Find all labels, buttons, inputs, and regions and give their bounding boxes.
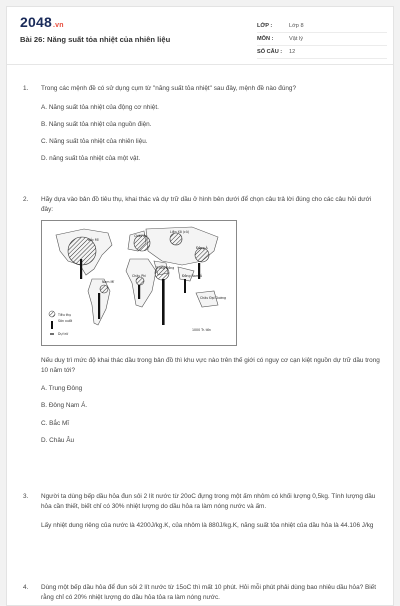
question-text: Trong các mệnh đề có sử dụng cụm từ "năng suất tỏa nhiệt" sau đây, mệnh đề nào đúng? — [41, 85, 297, 92]
worksheet-header — [7, 7, 393, 65]
question-4 — [23, 583, 383, 602]
legend-reserve: Dự trữ — [58, 332, 69, 337]
legend-output: Sản xuất — [58, 319, 73, 324]
lesson-title: Bài 26: Năng suất tỏa nhiệt của nhiên liệu — [20, 35, 171, 44]
label-south-east-asia: Đông Nam Á — [182, 274, 203, 279]
question-note: Lấy nhiệt dung riêng của nước là 4200J/kg.K, của nhôm là 880J/kg.K, năng suất tỏa nhiệt của dầu hỏa là 44.106 J/kg — [41, 522, 374, 530]
question-3 — [23, 492, 383, 531]
option-a[interactable]: A. Năng suất tỏa nhiệt của động cơ nhiệt. — [41, 103, 159, 111]
logo-text: 2048 — [20, 14, 52, 30]
meta-value: Vật lý — [289, 36, 303, 42]
label-south-america: Nam Mĩ — [102, 280, 115, 285]
option-a[interactable]: A. Trung Đông — [41, 385, 83, 393]
question-number: 2. — [23, 196, 29, 203]
meta-row-count — [257, 46, 387, 59]
question-1 — [23, 84, 383, 163]
label-oceania: Châu Đại Dương — [200, 296, 227, 301]
meta-label: LỚP : — [257, 23, 273, 29]
question-text: Người ta dùng bếp dầu hỏa đun sôi 2 lít nước từ 20oC đựng trong một ấm nhôm có khối lượng 0,5kg. Tính lượng dầu hỏa cần thiết, biết chỉ có 30% nhiệt lượng do dầu hỏa ra làm nóng nước và ấm. — [41, 493, 376, 510]
meta-value: Lớp 8 — [289, 23, 304, 29]
worksheet-meta — [257, 20, 387, 59]
question-2 — [23, 195, 383, 445]
site-logo[interactable] — [20, 14, 64, 30]
meta-row-subject — [257, 33, 387, 46]
meta-label: MÔN : — [257, 36, 274, 42]
question-text: Dùng một bếp dầu hỏa để đun sôi 2 lít nước từ 15oC thì mất 10 phút. Hỏi mỗi phút phải dùng bao nhiêu dầu hỏa? Biết rằng chỉ có 20% nhiệt lượng do dầu hỏa tỏa ra làm nóng nước. — [41, 584, 376, 601]
label-middle-east: Trung Đông — [156, 266, 175, 271]
question-number: 3. — [23, 493, 29, 500]
option-b[interactable]: B. Năng suất tỏa nhiệt của nguồn điện. — [41, 120, 152, 128]
option-d[interactable]: D. Châu Âu — [41, 436, 75, 444]
question-number: 1. — [23, 85, 29, 92]
world-map-graphic — [42, 221, 238, 347]
logo-suffix: .vn — [52, 22, 64, 29]
label-africa: Châu Phi — [132, 274, 147, 279]
option-b[interactable]: B. Đông Nam Á. — [41, 402, 88, 410]
map-scale: 1000 Tr. tấn — [192, 328, 211, 333]
option-d[interactable]: D. năng suất tỏa nhiệt của một vật. — [41, 154, 141, 162]
label-north-america: Bắc Mĩ — [88, 238, 99, 243]
worksheet-page — [6, 6, 394, 606]
meta-row-grade — [257, 20, 387, 33]
option-c[interactable]: C. Bắc Mĩ — [41, 419, 70, 427]
legend-consume: Tiêu thụ — [58, 313, 72, 318]
label-russia: Liên Xô (cũ) — [170, 230, 190, 235]
meta-value: 12 — [289, 49, 296, 55]
question-number: 4. — [23, 584, 29, 591]
option-c[interactable]: C. Năng suất tỏa nhiệt của nhiên liệu. — [41, 137, 148, 145]
question-text: Hãy dựa vào bản đồ tiêu thụ, khai thác và dự trữ dầu ở hình bên dưới để chọn câu trả lời đúng cho các câu hỏi dưới đây: — [41, 196, 372, 213]
oil-world-map — [41, 220, 237, 346]
label-east-asia: Đông Á — [196, 246, 208, 251]
label-europe: Châu Âu — [134, 234, 148, 239]
follow-up-question: Nếu duy trì mức độ khai thác dầu trong bản đồ thì khu vực nào trên thế giới có nguy cơ cạn kiệt nguồn dự trữ dầu trong 10 năm tới? — [41, 357, 380, 374]
meta-label: SỐ CÂU : — [257, 49, 283, 55]
